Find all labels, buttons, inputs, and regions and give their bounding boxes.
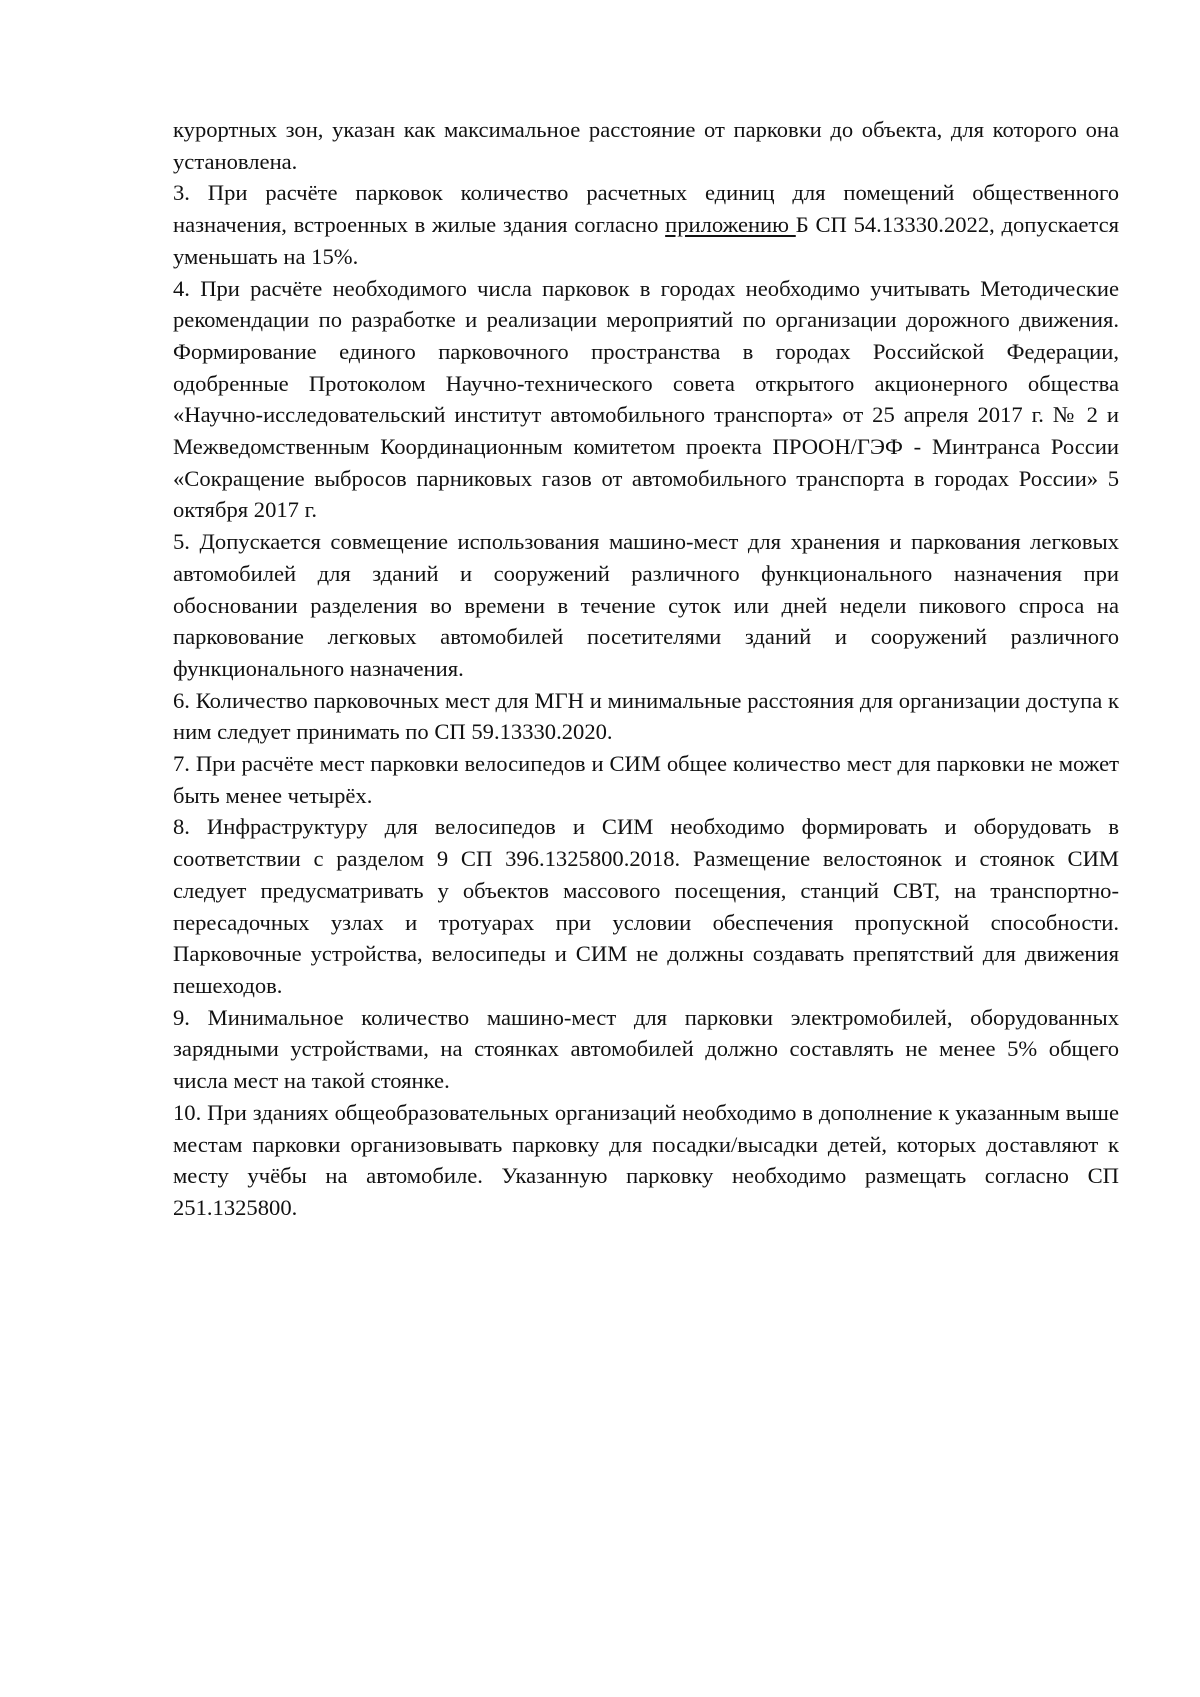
paragraph-item-3 <box>173 177 1119 272</box>
appendix-link[interactable]: приложению <box>665 212 796 238</box>
paragraph-intro: курортных зон, указан как максимальное расстояние от парковки до объекта, для которого она установлена. <box>173 117 1119 174</box>
document-body <box>173 114 1119 1224</box>
paragraph-item-5: 5. Допускается совмещение использования машино-мест для хранения и паркования легковых автомобилей для зданий и сооружений различного функционального назначения при обосновании разделения во времени в течение суток или дней недели пикового спроса на парковование легковых автомобилей посетителями зданий и сооружений различного функционального назначения. <box>173 529 1119 681</box>
paragraph-item-7: 7. При расчёте мест парковки велосипедов и СИМ общее количество мест для парковки не может быть менее четырёх. <box>173 751 1119 808</box>
paragraph-item-8: 8. Инфраструктуру для велосипедов и СИМ необходимо формировать и оборудовать в соответствии с разделом 9 СП 396.1325800.2018. Размещение велостоянок и стоянок СИМ следует предусматривать у объектов массового посещения, станций СВТ, на транспортно-пересадочных узлах и тротуарах при условии обеспечения пропускной способности. Парковочные устройства, велосипеды и СИМ не должны создавать препятствий для движения пешеходов. <box>173 814 1119 998</box>
paragraph-item-4: 4. При расчёте необходимого числа парковок в городах необходимо учитывать Методические рекомендации по разработке и реализации мероприятий по организации дорожного движения. Формирование единого парковочного пространства в городах Российской Федерации, одобренные Протоколом Научно-технического совета открытого акционерного общества «Научно-исследовательский институт автомобильного транспорта» от 25 апреля 2017 г. № 2 и Межведомственным Координационным комитетом проекта ПРООН/ГЭФ - Минтранса России «Сокращение выбросов парниковых газов от автомобильного транспорта в городах России» 5 октября 2017 г. <box>173 275 1119 523</box>
paragraph-item-9: 9. Минимальное количество машино-мест для парковки электромобилей, оборудованных зарядными устройствами, на стоянках автомобилей должно составлять не менее 5% общего числа мест на такой стоянке. <box>173 1004 1119 1094</box>
item-3-text-before: 3. При расчёте парковок количество расчетных единиц для помещений общественного назначения, встроенных в жилые здания согласно <box>173 180 1119 238</box>
paragraph-item-6: 6. Количество парковочных мест для МГН и минимальные расстояния для организации доступа к ним следует принимать по СП 59.13330.2020. <box>173 687 1119 745</box>
paragraph-item-10: 10. При зданиях общеобразовательных организаций необходимо в дополнение к указанным выше местам парковки организовывать парковку для посадки/высадки детей, которых доставляют к месту учёбы на автомобиле. Указанную парковку необходимо размещать согласно СП 251.1325800. <box>173 1099 1119 1220</box>
item-3-text-after: Б СП 54.13330.2022, допускается уменьшать на 15%. <box>173 212 1119 269</box>
